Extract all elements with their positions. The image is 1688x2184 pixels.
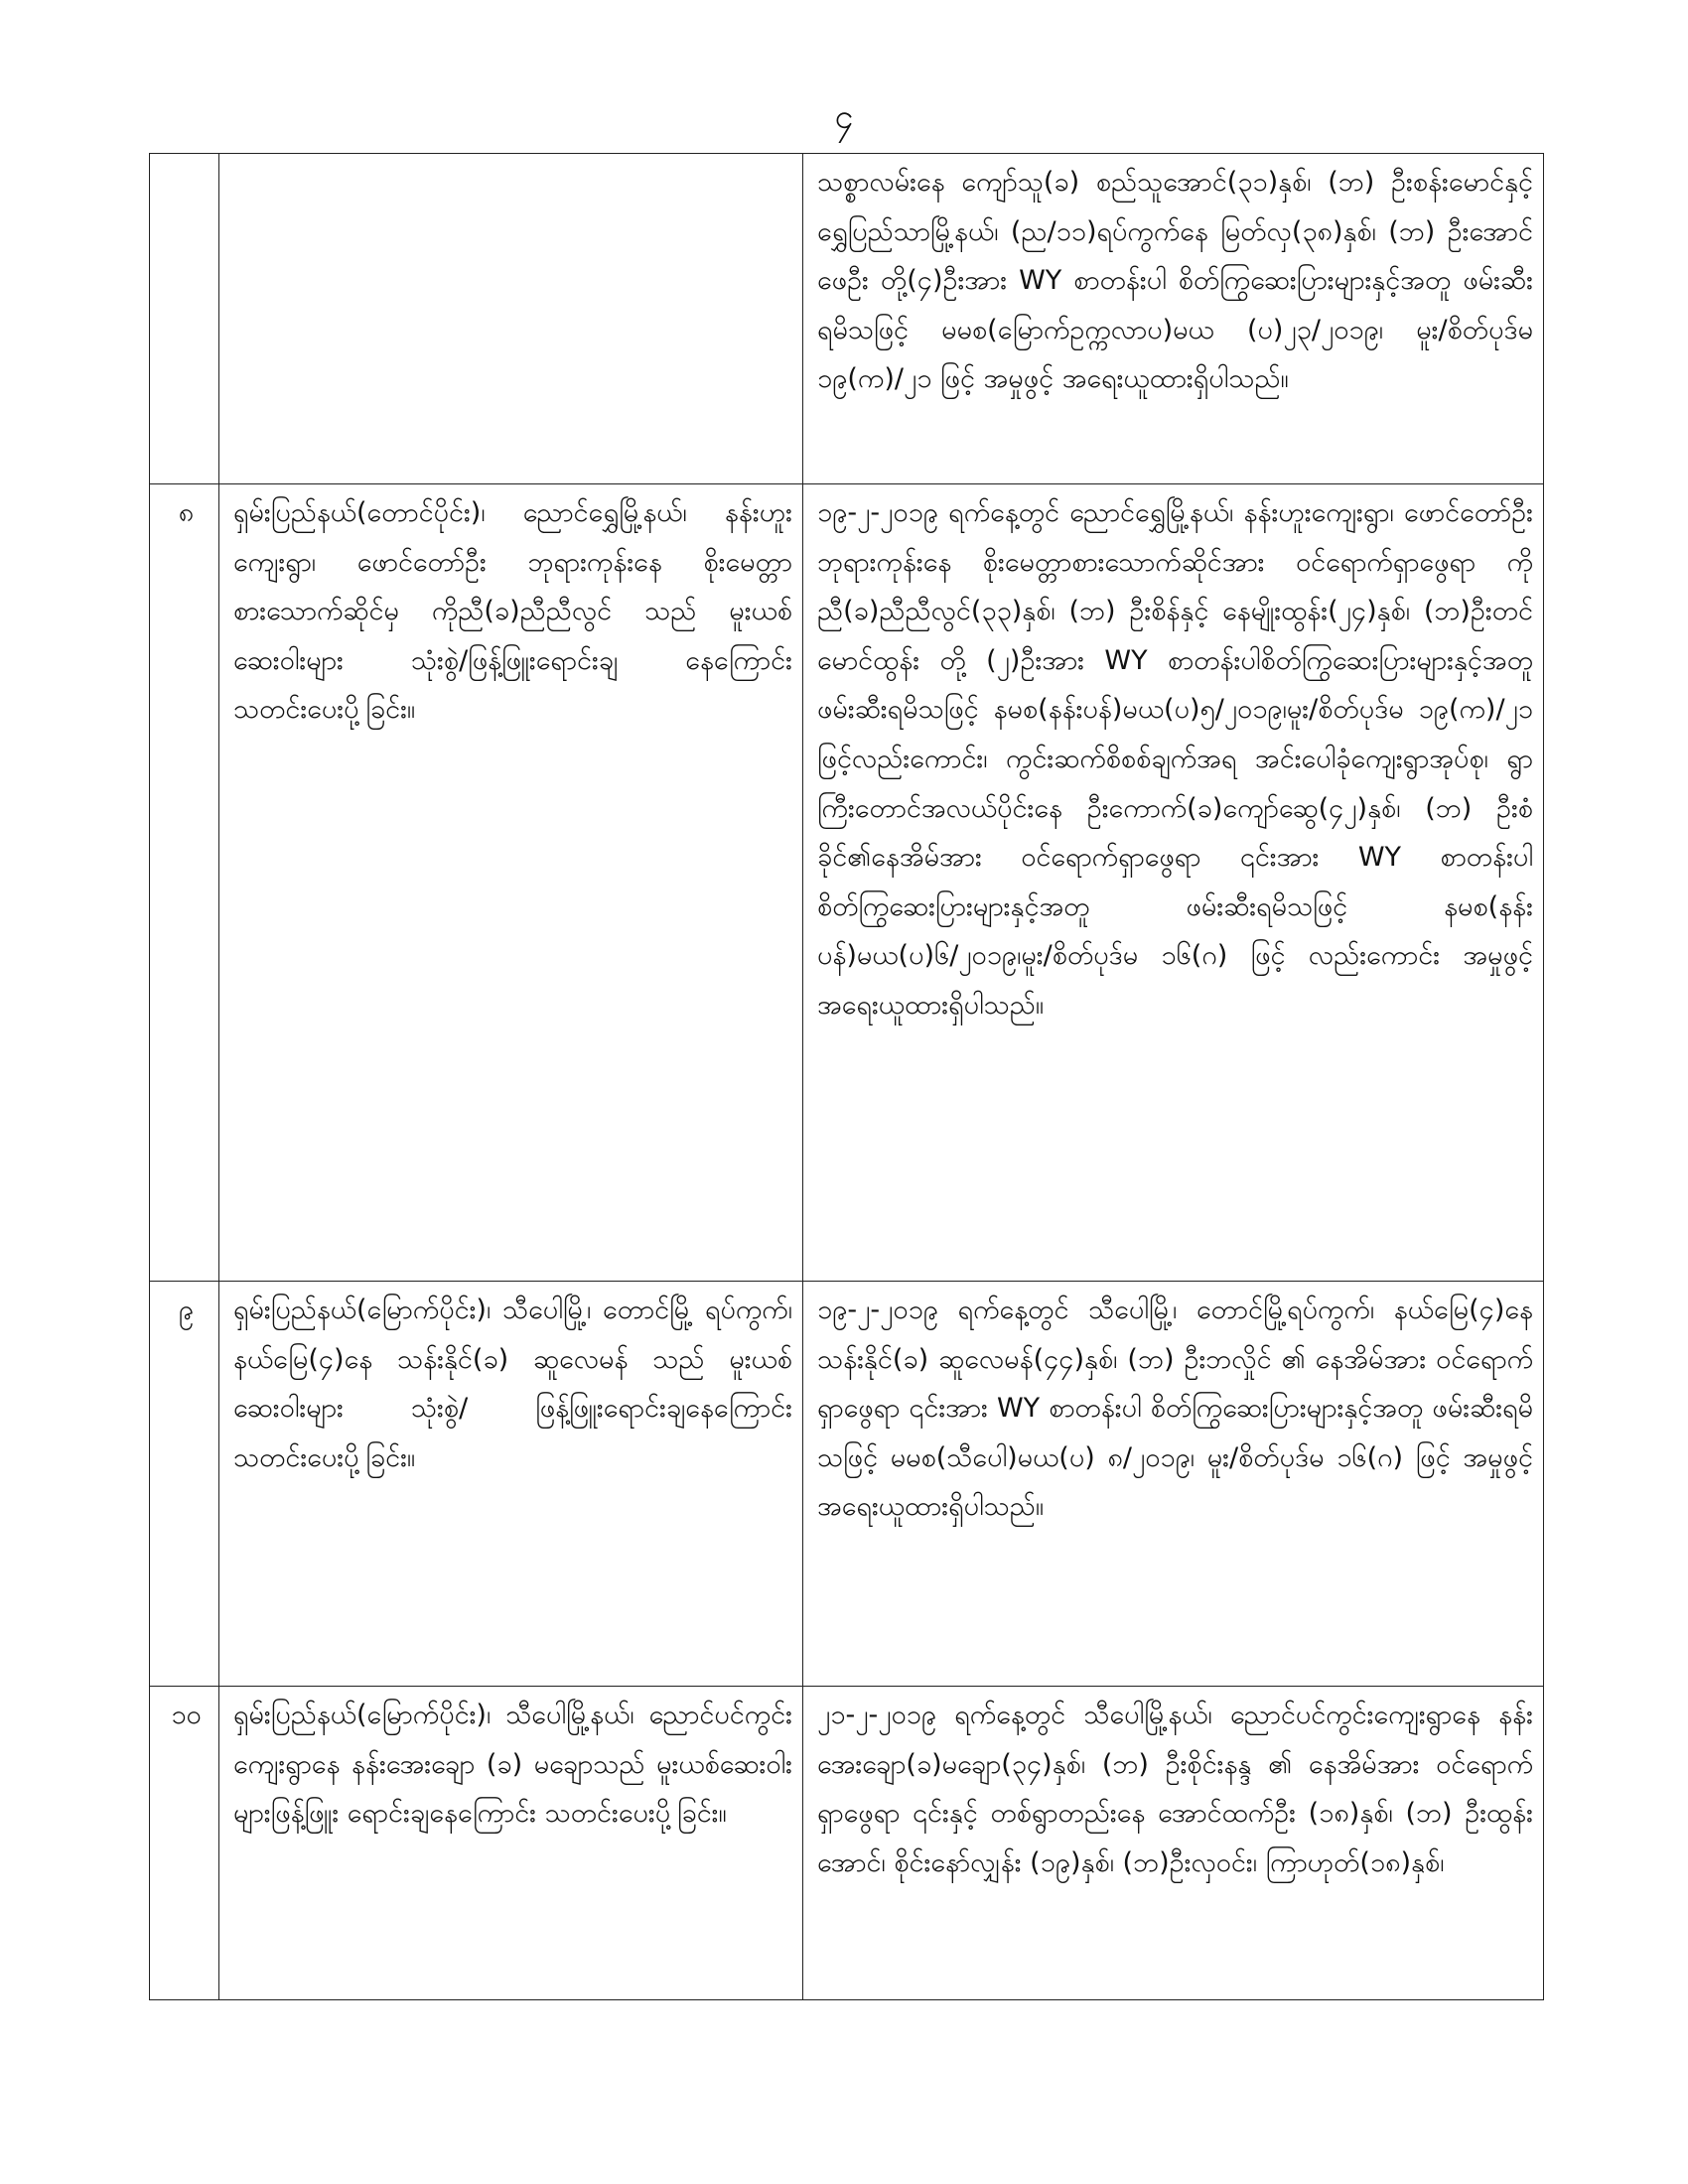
action-cell: သစ္စာလမ်းနေ ကျော်သူ(ခ) စည်သူအောင်(၃၁)နှစ်၊ (ဘ) ဦးစန်းမောင်နှင့် ရွှေပြည်သာမြို့နယ်၊ (ည/၁၁)ရပ်ကွက်နေ မြတ်လှ(၃၈)နှစ်၊ (ဘ) ဦးအောင်ဖေဦး တို့(၄)ဦးအား WY စာတန်းပါ စိတ်ကြွဆေးပြားများနှင့်အတူ ဖမ်းဆီးရမိသဖြင့် မမစ(မြောက်ဥက္ကလာပ)မယ (ပ)၂၃/၂၀၁၉၊ မူး/စိတ်ပုဒ်မ ၁၉(က)/၂၁ ဖြင့် အမှုဖွင့် အရေးယူထားရှိပါသည်။ bbox=[803, 154, 1544, 484]
info-cell: ရှမ်းပြည်နယ်(မြောက်ပိုင်း)၊ သီပေါမြို့၊ တောင်မြို့ ရပ်ကွက်၊ နယ်မြေ(၄)နေ သန်းနိုင်(ခ) ဆူလေမန် သည် မူးယစ်ဆေးဝါးများ သုံးစွဲ/ ဖြန့်ဖြူးရောင်းချနေကြောင်း သတင်းပေးပို့ခြင်း။ bbox=[219, 1282, 803, 1687]
table-row bbox=[150, 484, 1544, 1282]
action-cell: ၁၉-၂-၂၀၁၉ ရက်နေ့တွင် သီပေါမြို့၊ တောင်မြို့ရပ်ကွက်၊ နယ်မြေ(၄)နေ သန်းနိုင်(ခ) ဆူလေမန်(၄၄)နှစ်၊ (ဘ) ဦးဘလှိုင် ၏ နေအိမ်အား ဝင်ရောက်ရှာဖွေရာ ၎င်းအား WY စာတန်းပါ စိတ်ကြွဆေးပြားများနှင့်အတူ ဖမ်းဆီးရမိသဖြင့် မမစ(သီပေါ)မယ(ပ) ၈/၂၀၁၉၊ မူး/စိတ်ပုဒ်မ ၁၆(ဂ) ဖြင့် အမှုဖွင့်အရေးယူထားရှိပါသည်။ bbox=[803, 1282, 1544, 1687]
table-row bbox=[150, 154, 1544, 484]
action-cell: ၂၁-၂-၂၀၁၉ ရက်နေ့တွင် သီပေါမြို့နယ်၊ ညောင်ပင်ကွင်းကျေးရွာနေ နန်းအေးချော(ခ)မချော(၃၄)နှစ်၊ (ဘ) ဦးစိုင်းနန္ဒ ၏ နေအိမ်အား ဝင်ရောက်ရှာဖွေရာ ၎င်းနှင့် တစ်ရွာတည်းနေ အောင်ထက်ဦး (၁၈)နှစ်၊ (ဘ) ဦးထွန်းအောင်၊ စိုင်းနော်လျှန်း (၁၉)နှစ်၊ (ဘ)ဦးလှဝင်း၊ ကြာဟုတ်(၁၈)နှစ်၊ bbox=[803, 1687, 1544, 2000]
info-cell: ရှမ်းပြည်နယ်(မြောက်ပိုင်း)၊ သီပေါမြို့နယ်၊ ညောင်ပင်ကွင်းကျေးရွာနေ နန်းအေးချော (ခ) မချောသည် မူးယစ်ဆေးဝါးများဖြန့်ဖြူး ရောင်းချနေကြောင်း သတင်းပေးပို့ခြင်း။ bbox=[219, 1687, 803, 2000]
info-cell: ရှမ်းပြည်နယ်(တောင်ပိုင်း)၊ ညောင်ရွှေမြို့နယ်၊ နန်းဟူးကျေးရွာ၊ ဖောင်တော်ဦး ဘုရားကုန်းနေ စိုးမေတ္တာစားသောက်ဆိုင်မှ ကိုညီ(ခ)ညီညီလွင် သည် မူးယစ်ဆေးဝါးများ သုံးစွဲ/ဖြန့်ဖြူးရောင်းချ နေကြောင်း သတင်းပေးပို့ခြင်း။ bbox=[219, 484, 803, 1282]
page-number: ၄ bbox=[834, 97, 854, 137]
row-number: ၈ bbox=[150, 484, 219, 1282]
row-number: ၁၀ bbox=[150, 1687, 219, 2000]
row-number bbox=[150, 154, 219, 484]
row-number: ၉ bbox=[150, 1282, 219, 1687]
info-cell bbox=[219, 154, 803, 484]
report-table bbox=[149, 153, 1544, 2000]
table-row bbox=[150, 1282, 1544, 1687]
table-row bbox=[150, 1687, 1544, 2000]
action-cell: ၁၉-၂-၂၀၁၉ ရက်နေ့တွင် ညောင်ရွှေမြို့နယ်၊ နန်းဟူးကျေးရွာ၊ ဖောင်တော်ဦးဘုရားကုန်းနေ စိုးမေတ္တာစားသောက်ဆိုင်အား ဝင်ရောက်ရှာဖွေရာ ကိုညီ(ခ)ညီညီလွင်(၃၃)နှစ်၊ (ဘ) ဦးစိန်နှင့် နေမျိုးထွန်း(၂၄)နှစ်၊ (ဘ)ဦးတင်မောင်ထွန်း တို့ (၂)ဦးအား WY စာတန်းပါစိတ်ကြွဆေးပြားများနှင့်အတူ ဖမ်းဆီးရမိသဖြင့် နမစ(နန်းပန်)မယ(ပ)၅/၂၀၁၉၊မူး/စိတ်ပုဒ်မ ၁၉(က)/၂၁ ဖြင့်လည်းကောင်း၊ ကွင်းဆက်စိစစ်ချက်အရ အင်းပေါခုံကျေးရွာအုပ်စု၊ ရွာကြီးတောင်အလယ်ပိုင်းနေ ဦးကောက်(ခ)ကျော်ဆွေ(၄၂)နှစ်၊ (ဘ) ဦးစံခိုင်၏နေအိမ်အား ဝင်ရောက်ရှာဖွေရာ ၎င်းအား WY စာတန်းပါ စိတ်ကြွဆေးပြားများနှင့်အတူ ဖမ်းဆီးရမိသဖြင့် နမစ(နန်းပန်)မယ(ပ)၆/၂၀၁၉၊မူး/စိတ်ပုဒ်မ ၁၆(ဂ) ဖြင့် လည်းကောင်း အမှုဖွင့် အရေးယူထားရှိပါသည်။ bbox=[803, 484, 1544, 1282]
